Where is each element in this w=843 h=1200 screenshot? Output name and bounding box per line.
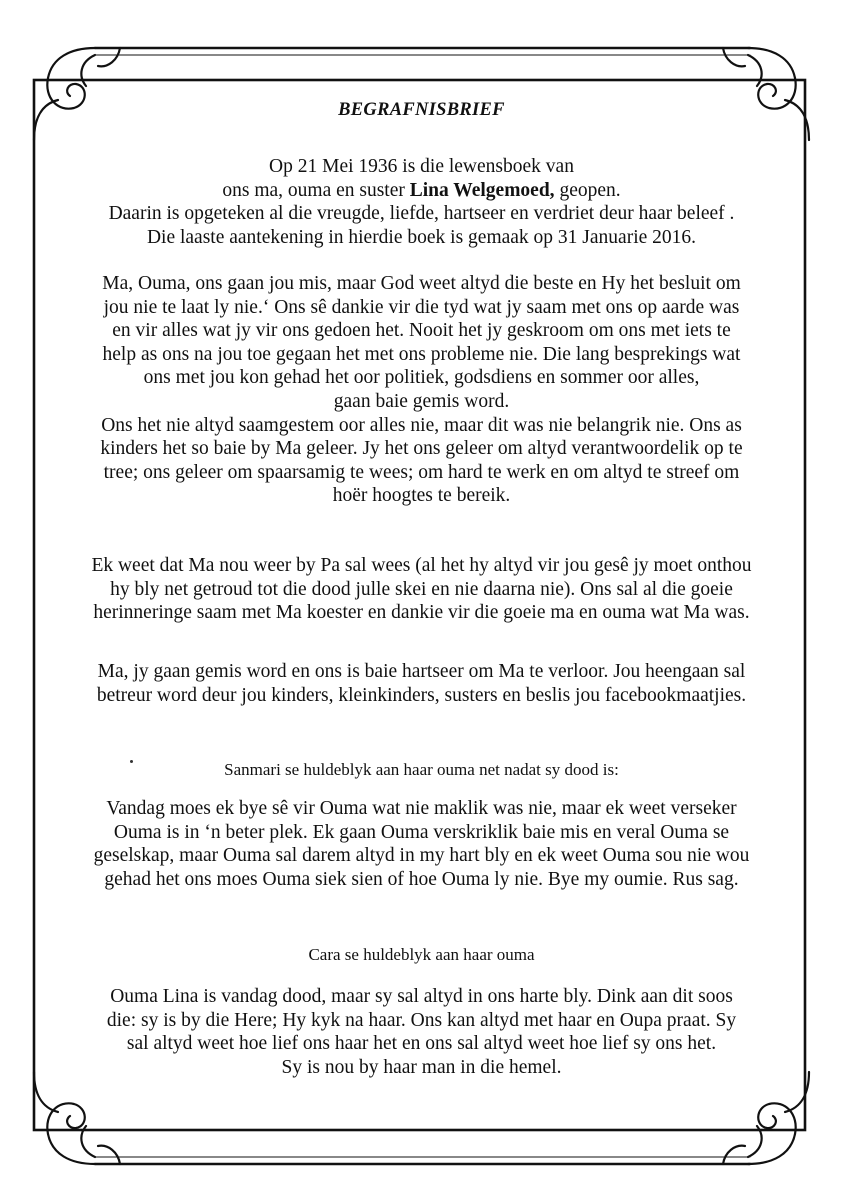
text-line: Ma, Ouma, ons gaan jou mis, maar God weet altyd die beste en Hy het besluit om: [102, 273, 741, 294]
reunion-paragraph: [50, 554, 793, 625]
intro-text: ons ma, ouma en suster: [222, 179, 410, 201]
text-line: geselskap, maar Ouma sal darem altyd in my hart bly en ek weet Ouma sou nie wou: [93, 845, 750, 867]
text-line: betreur word deur jou kinders, kleinkinders, susters en beslis jou facebookmaatjies.: [96, 684, 747, 706]
text-line: jou nie te laat ly nie.‘ Ons sê dankie vir die tyd wat jy saam met ons op aarde was: [103, 296, 740, 318]
sanmari-tribute: [50, 797, 793, 891]
sanmari-tribute-heading: Sanmari se huldeblyk aan haar ouma net nadat sy dood is:: [224, 760, 619, 779]
intro-line: Op 21 Mei 1936 is die lewensboek van: [269, 156, 574, 177]
farewell-paragraph: [50, 272, 793, 508]
text-line: Sy is nou by haar man in die hemel.: [281, 1056, 562, 1078]
intro-line: Die laaste aantekening in hierdie boek is gemaak op 31 Januarie 2016.: [146, 226, 697, 248]
text-line: kinders het so baie by Ma geleer. Jy het ons geleer om altyd verantwoordelik op te: [100, 438, 743, 460]
intro-line: Daarin is opgeteken al die vreugde, liefde, hartseer en verdriet deur haar beleef .: [108, 203, 735, 225]
stray-dot: [130, 760, 133, 763]
text-line: sal altyd weet hoe lief ons haar het en ons sal altyd weet hoe lief sy ons het.: [126, 1033, 717, 1055]
text-line: help as ons na jou toe gegaan het met ons probleme nie. Die lang besprekings wat: [102, 343, 741, 365]
text-line: Ons het nie altyd saamgestem oor alles nie, maar dit was nie belangrik nie. Ons as: [101, 414, 742, 436]
text-line: hy bly net getroud tot die dood julle skei en nie daarna nie). Ons sal al die goeie: [110, 578, 733, 600]
text-line: die: sy is by die Here; Hy kyk na haar. Ons kan altyd met haar en Oupa praat. Sy: [106, 1009, 737, 1031]
cara-tribute: [50, 985, 793, 1079]
text-line: gaan baie gemis word.: [333, 390, 510, 412]
cara-tribute-heading: Cara se huldeblyk aan haar ouma: [308, 945, 535, 964]
text-line: Ouma Lina is vandag dood, maar sy sal altyd in ons harte bly. Dink aan dit soos: [110, 986, 733, 1007]
text-line: ons met jou kon gehad het oor politiek, godsdiens en sommer oor alles,: [143, 367, 700, 389]
text-line: en vir alles wat jy vir ons gedoen het. Nooit het jy geskroom om ons met iets te: [112, 320, 731, 342]
text-line: gehad het ons moes Ouma siek sien of hoe Ouma ly nie. Bye my oumie. Rus sag.: [104, 868, 739, 890]
text-line: herinneringe saam met Ma koester en dankie vir die goeie ma en ouma wat Ma was.: [93, 602, 750, 624]
mourning-paragraph: [50, 660, 793, 707]
letter-title: BEGRAFNISBRIEF: [338, 100, 505, 120]
text-line: Ma, jy gaan gemis word en ons is baie hartseer om Ma te verloor. Jou heengaan sal: [97, 661, 746, 682]
letter-content: [50, 0, 793, 1200]
text-line: Vandag moes ek bye sê vir Ouma wat nie maklik was nie, maar ek weet verseker: [106, 798, 737, 819]
text-line: hoër hoogtes te bereik.: [332, 485, 511, 507]
text-line: Ek weet dat Ma nou weer by Pa sal wees (al het hy altyd vir jou gesê jy moet onthou: [91, 555, 752, 576]
intro-text: geopen.: [554, 179, 621, 201]
deceased-name: Lina Welgemoed,: [409, 179, 555, 201]
intro-line: [50, 179, 793, 203]
intro-paragraph: [50, 155, 793, 249]
text-line: tree; ons geleer om spaarsamig te wees; om hard te werk en om altyd te streef om: [103, 461, 740, 483]
text-line: Ouma is in ‘n beter plek. Ek gaan Ouma verskriklik baie mis en veral Ouma se: [113, 821, 730, 843]
